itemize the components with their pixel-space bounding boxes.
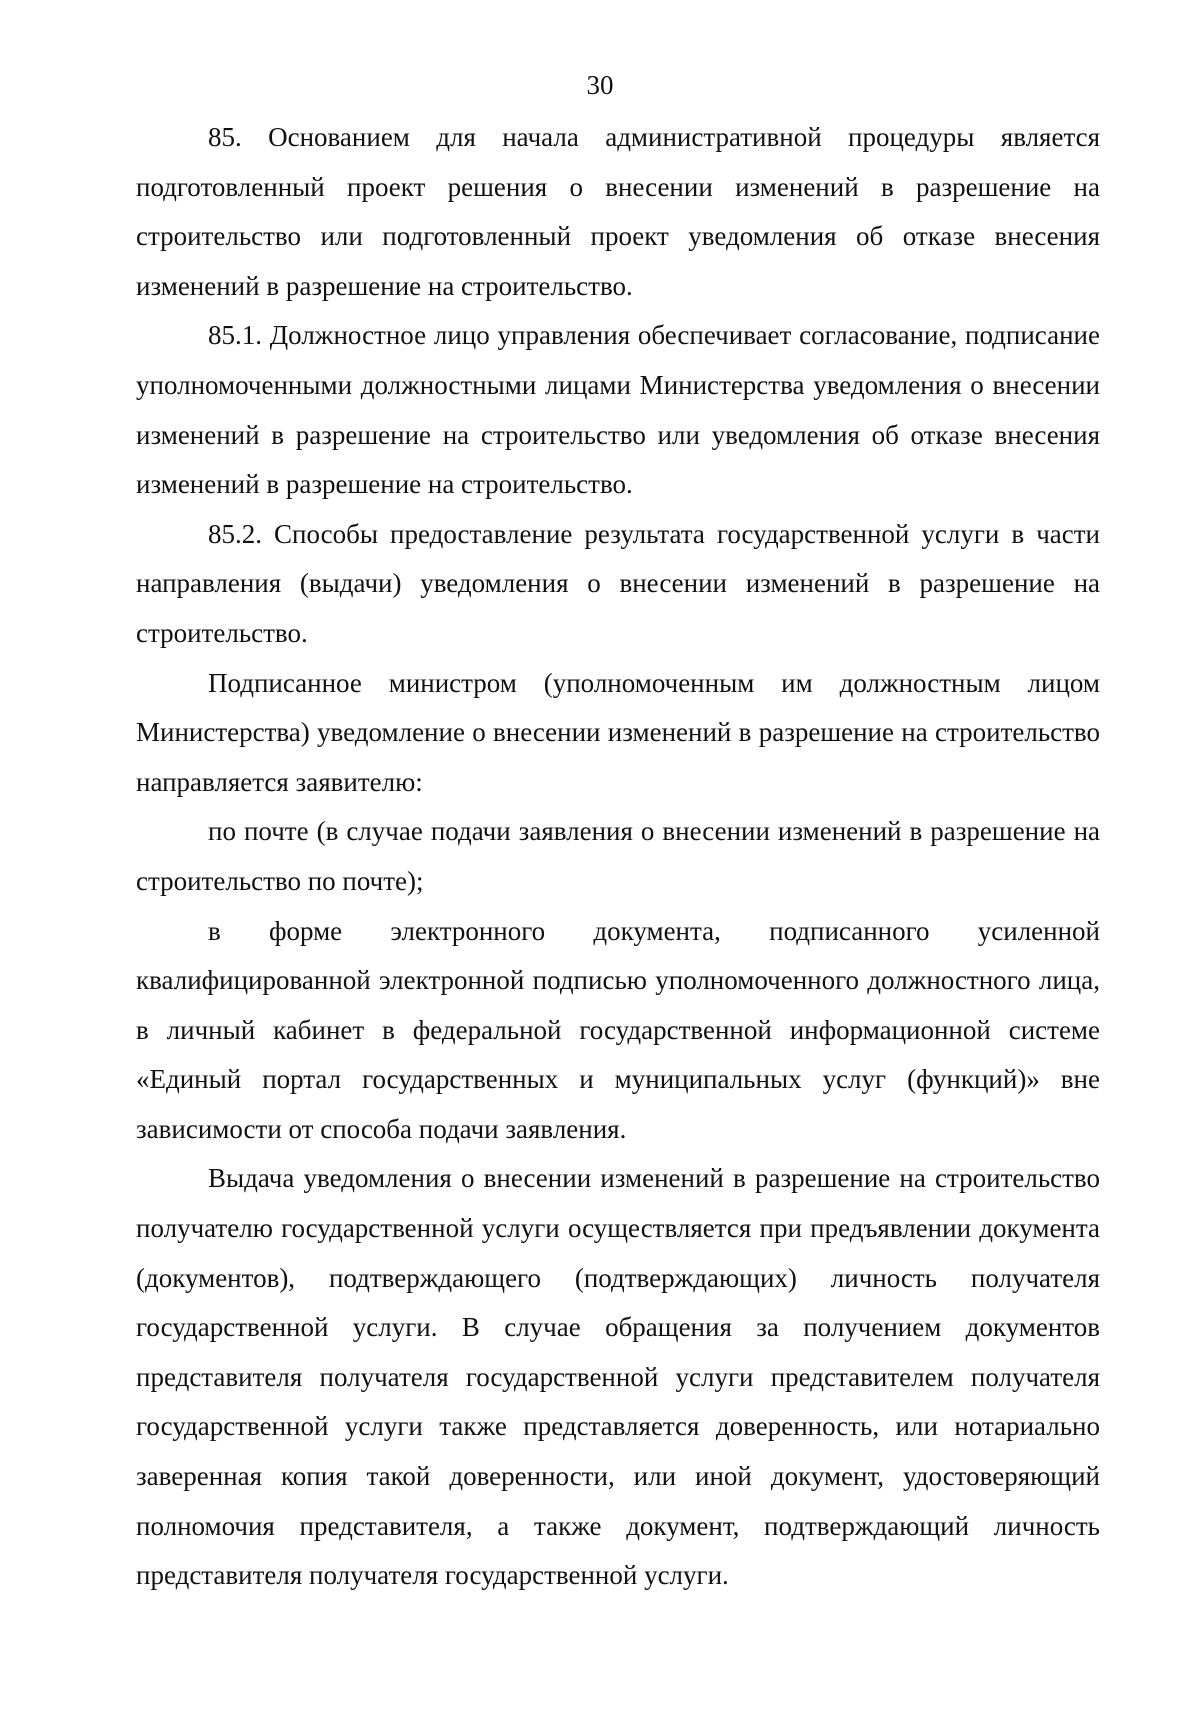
- paragraph-85-2: 85.2. Способы предоставление результата государственной услуги в части направления (выдачи) уведомления о внесении изменений в разрешение на строительство.: [136, 518, 1100, 648]
- paragraph-issuance: Выдача уведомления о внесении изменений в разрешение на строительство получателю государственной услуги осуществляется при предъявлении документа (документов), подтверждающего (подтверждающих) личность получателя государственной услуги. В случае обращения за получением документов представителя получателя государственной услуги представителем получателя государственной услуги также представляется доверенность, или нотариально заверенная копия такой доверенности, или иной документ, удостоверяющий полномочия представителя, а также документ, подтверждающий личность представителя получателя государственной услуги.: [136, 1163, 1100, 1591]
- paragraph-signed-notice: Подписанное министром (уполномоченным им должностным лицом Министерства) уведомление о внесении изменений в разрешение на строительство направляется заявителю:: [136, 667, 1100, 797]
- paragraph-electronic-form: в форме электронного документа, подписанного усиленной квалифицированной электронной подписью уполномоченного должностного лица, в личный кабинет в федеральной государственной информационной системе «Единый портал государственных и муниципальных услуг (функций)» вне зависимости от способа подачи заявления.: [136, 915, 1100, 1144]
- paragraph-85: 85. Основанием для начала административной процедуры является подготовленный проект решения о внесении изменений в разрешение на строительство или подготовленный проект уведомления об отказе внесения изменений в разрешение на строительство.: [136, 122, 1100, 301]
- document-body: [136, 113, 1100, 1601]
- page-number: 30: [586, 70, 614, 100]
- paragraph-by-mail: по почте (в случае подачи заявления о внесении изменений в разрешение на строительство по почте);: [136, 816, 1100, 896]
- paragraph-85-1: 85.1. Должностное лицо управления обеспечивает согласование, подписание уполномоченными должностными лицами Министерства уведомления о внесении изменений в разрешение на строительство или уведомления об отказе внесения изменений в разрешение на строительство.: [136, 320, 1100, 500]
